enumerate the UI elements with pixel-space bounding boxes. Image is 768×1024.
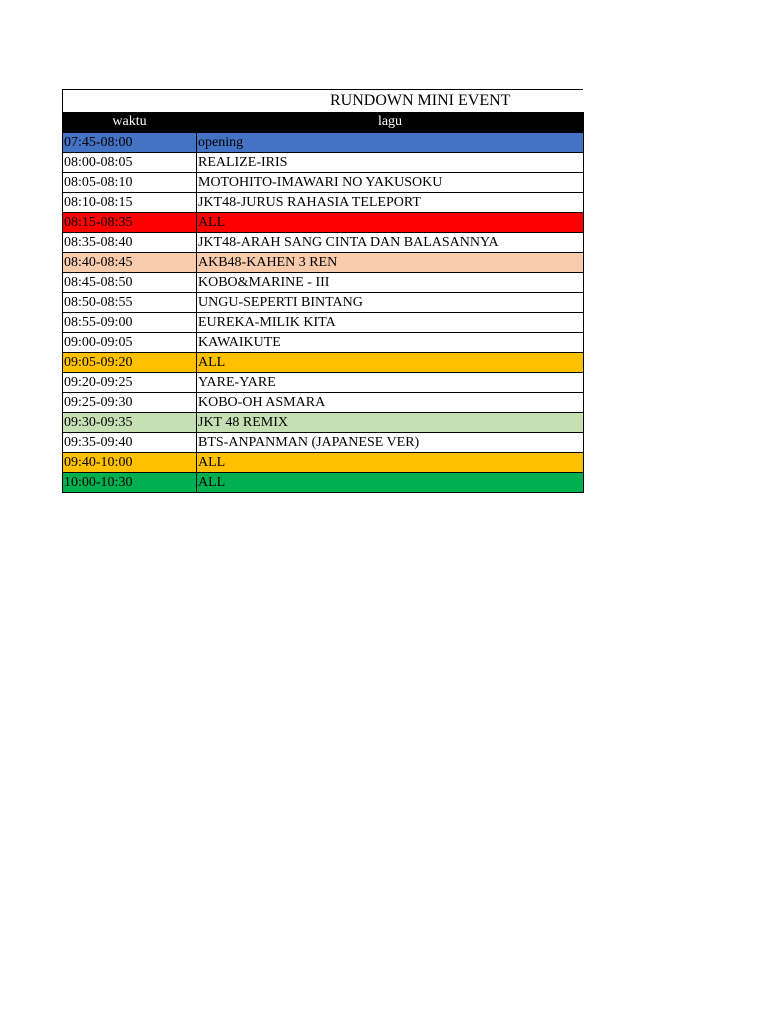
song-cell: KAWAIKUTE <box>197 333 584 353</box>
song-cell: EUREKA-MILIK KITA <box>197 313 584 333</box>
table-row <box>63 353 584 373</box>
time-cell: 09:25-09:30 <box>63 393 197 413</box>
song-cell: ALL <box>197 473 584 493</box>
rundown-sheet <box>62 89 583 493</box>
song-cell: REALIZE-IRIS <box>197 153 584 173</box>
table-row <box>63 453 584 473</box>
song-cell: JKT48-ARAH SANG CINTA DAN BALASANNYA <box>197 233 584 253</box>
time-cell: 08:05-08:10 <box>63 173 197 193</box>
time-cell: 08:00-08:05 <box>63 153 197 173</box>
table-row <box>63 313 584 333</box>
time-cell: 08:40-08:45 <box>63 253 197 273</box>
sheet-title: RUNDOWN MINI EVENT <box>330 92 511 109</box>
song-cell: UNGU-SEPERTI BINTANG <box>197 293 584 313</box>
time-cell: 09:05-09:20 <box>63 353 197 373</box>
table-row <box>63 233 584 253</box>
time-cell: 08:45-08:50 <box>63 273 197 293</box>
song-cell: KOBO&MARINE - III <box>197 273 584 293</box>
table-row <box>63 133 584 153</box>
table-row <box>63 173 584 193</box>
table-row <box>63 153 584 173</box>
header-row <box>63 112 584 133</box>
table-row <box>63 293 584 313</box>
song-cell: AKB48-KAHEN 3 REN <box>197 253 584 273</box>
table-row <box>63 273 584 293</box>
table-row <box>63 393 584 413</box>
rundown-table <box>62 112 584 493</box>
time-cell: 08:10-08:15 <box>63 193 197 213</box>
time-cell: 08:50-08:55 <box>63 293 197 313</box>
time-cell: 09:20-09:25 <box>63 373 197 393</box>
time-cell: 09:40-10:00 <box>63 453 197 473</box>
time-cell: 10:00-10:30 <box>63 473 197 493</box>
table-body <box>63 133 584 493</box>
song-cell: BTS-ANPANMAN (JAPANESE VER) <box>197 433 584 453</box>
table-row <box>63 473 584 493</box>
time-cell: 09:35-09:40 <box>63 433 197 453</box>
time-cell: 09:30-09:35 <box>63 413 197 433</box>
header-song: lagu <box>197 112 584 133</box>
header-time: waktu <box>63 112 197 133</box>
song-cell: MOTOHITO-IMAWARI NO YAKUSOKU <box>197 173 584 193</box>
time-cell: 08:55-09:00 <box>63 313 197 333</box>
table-row <box>63 333 584 353</box>
time-cell: 07:45-08:00 <box>63 133 197 153</box>
table-row <box>63 213 584 233</box>
time-cell: 09:00-09:05 <box>63 333 197 353</box>
song-cell: JKT 48 REMIX <box>197 413 584 433</box>
table-row <box>63 193 584 213</box>
song-cell: opening <box>197 133 584 153</box>
song-cell: ALL <box>197 353 584 373</box>
song-cell: KOBO-OH ASMARA <box>197 393 584 413</box>
table-row <box>63 413 584 433</box>
song-cell: YARE-YARE <box>197 373 584 393</box>
song-cell: ALL <box>197 213 584 233</box>
table-row <box>63 253 584 273</box>
title-row <box>62 89 583 112</box>
table-row <box>63 433 584 453</box>
time-cell: 08:35-08:40 <box>63 233 197 253</box>
time-cell: 08:15-08:35 <box>63 213 197 233</box>
song-cell: JKT48-JURUS RAHASIA TELEPORT <box>197 193 584 213</box>
table-row <box>63 373 584 393</box>
song-cell: ALL <box>197 453 584 473</box>
